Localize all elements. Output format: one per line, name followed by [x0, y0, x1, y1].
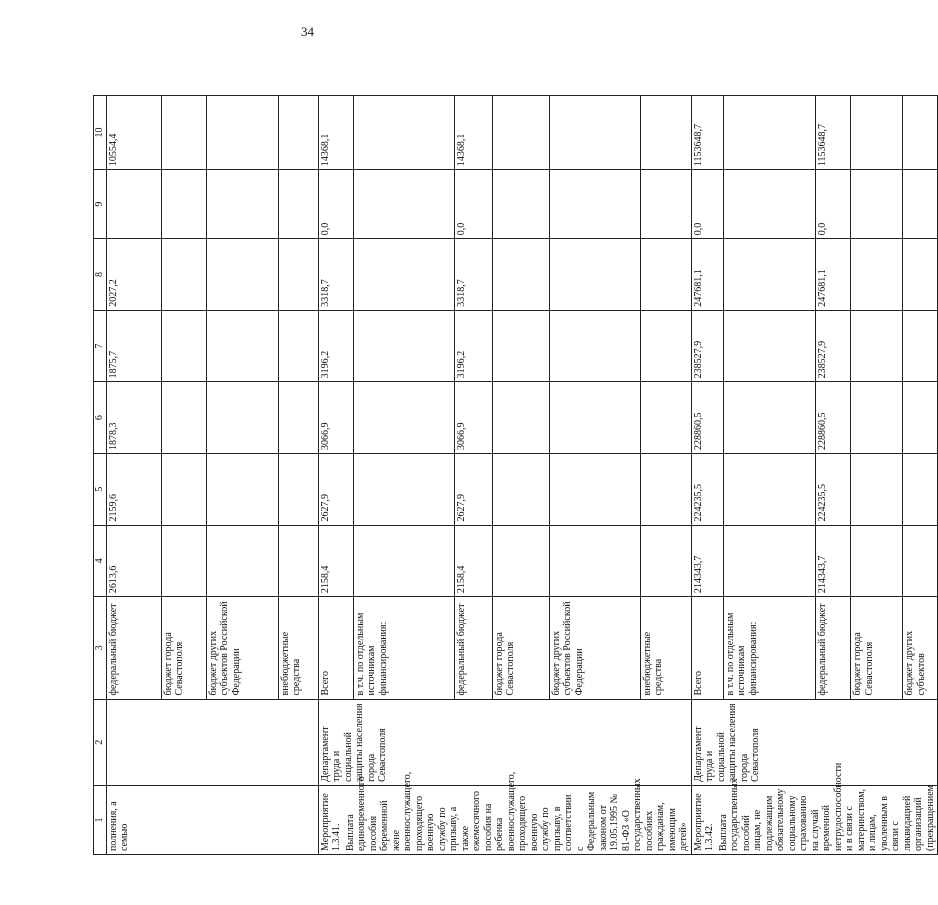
value-cell — [903, 170, 938, 239]
value-cell: 224235,5 — [691, 453, 723, 525]
value-cell — [640, 96, 691, 170]
header-cell: 10 — [94, 96, 107, 170]
value-cell — [106, 170, 161, 239]
value-cell — [851, 525, 903, 597]
value-cell: 2627,9 — [455, 453, 493, 525]
value-cell — [640, 310, 691, 382]
value-cell — [206, 310, 278, 382]
value-cell — [723, 525, 816, 597]
value-cell — [723, 96, 816, 170]
source-cell: бюджет других субъектов Российской Федерации — [206, 597, 278, 699]
source-cell: бюджет города Севастополя — [161, 597, 206, 699]
value-cell — [549, 310, 640, 382]
value-cell — [206, 382, 278, 454]
header-row — [94, 96, 107, 855]
value-cell — [353, 96, 454, 170]
value-cell: 2027,2 — [106, 239, 161, 311]
value-cell: 2627,9 — [318, 453, 353, 525]
value-cell: 2158,4 — [318, 525, 353, 597]
value-cell — [161, 453, 206, 525]
value-cell — [903, 525, 938, 597]
value-cell — [640, 382, 691, 454]
responsible-cell: Департамент труда и социальной защиты населения города Севастополя — [318, 699, 691, 785]
value-cell — [549, 525, 640, 597]
measure-cell — [318, 771, 691, 854]
value-cell: 3066,9 — [455, 382, 493, 454]
source-cell: внебюджетные средства — [640, 597, 691, 699]
value-cell — [549, 382, 640, 454]
value-cell: 228860,5 — [691, 382, 723, 454]
source-cell: бюджет города Севастополя — [492, 597, 549, 699]
value-cell — [723, 170, 816, 239]
value-cell: 247681,1 — [691, 239, 723, 311]
value-cell: 3196,2 — [455, 310, 493, 382]
value-cell — [723, 310, 816, 382]
value-cell: 2613,6 — [106, 525, 161, 597]
value-cell — [492, 310, 549, 382]
page-number: 34 — [301, 24, 314, 39]
value-cell: 0,0 — [816, 170, 851, 239]
value-cell — [549, 170, 640, 239]
value-cell — [903, 239, 938, 311]
rotated-table-container — [93, 95, 936, 855]
value-cell: 214343,7 — [816, 525, 851, 597]
value-cell — [353, 239, 454, 311]
value-cell: 228860,5 — [816, 382, 851, 454]
header-cell: 9 — [94, 170, 107, 239]
source-cell: Всего — [691, 597, 723, 699]
value-cell — [161, 170, 206, 239]
value-cell: 224235,5 — [816, 453, 851, 525]
value-cell — [903, 382, 938, 454]
source-cell: в т.ч. по отдельным источникам финансирования: — [723, 597, 816, 699]
budget-table — [93, 95, 938, 855]
value-cell: 1878,3 — [106, 382, 161, 454]
value-cell — [278, 96, 318, 170]
value-cell — [492, 170, 549, 239]
value-cell — [723, 239, 816, 311]
value-cell — [640, 525, 691, 597]
source-cell: бюджет других субъектов Российской Федерации — [549, 597, 640, 699]
value-cell — [278, 382, 318, 454]
value-cell — [723, 453, 816, 525]
value-cell — [640, 453, 691, 525]
measure-cell — [106, 785, 318, 854]
value-cell — [353, 453, 454, 525]
value-cell — [851, 239, 903, 311]
measure-number: Мероприятие 1.3.41. — [319, 793, 342, 851]
value-cell — [851, 310, 903, 382]
value-cell: 0,0 — [318, 170, 353, 239]
source-cell: бюджет города Севастополя — [851, 597, 903, 699]
value-cell: 0,0 — [691, 170, 723, 239]
value-cell — [278, 170, 318, 239]
source-cell: бюджет других субъектов — [903, 597, 938, 699]
value-cell — [903, 96, 938, 170]
source-cell: в т.ч. по отдельным источникам финансирования: — [353, 597, 454, 699]
value-cell — [353, 382, 454, 454]
value-cell — [278, 525, 318, 597]
value-cell — [492, 96, 549, 170]
source-cell: федеральный бюджет — [106, 597, 161, 699]
measure-number: Мероприятие 1.3.42. — [692, 793, 715, 851]
value-cell — [492, 453, 549, 525]
measure-cell — [691, 762, 938, 854]
value-cell — [206, 170, 278, 239]
measure-text: полнения, а семью — [107, 801, 130, 851]
value-cell — [903, 310, 938, 382]
value-cell — [851, 453, 903, 525]
value-cell — [353, 170, 454, 239]
value-cell — [206, 525, 278, 597]
value-cell: 1153648,7 — [816, 96, 851, 170]
table-body — [106, 96, 938, 855]
responsible-cell: Департамент труда и социальной защиты населения города Севастополя — [691, 699, 938, 785]
header-cell: 1 — [94, 785, 107, 854]
value-cell — [206, 239, 278, 311]
value-cell — [851, 96, 903, 170]
value-cell: 247681,1 — [816, 239, 851, 311]
table-row — [691, 96, 723, 855]
value-cell — [640, 239, 691, 311]
value-cell: 238527,9 — [691, 310, 723, 382]
table-row — [318, 96, 353, 855]
value-cell: 214343,7 — [691, 525, 723, 597]
value-cell — [549, 239, 640, 311]
header-cell: 8 — [94, 239, 107, 311]
value-cell — [278, 453, 318, 525]
value-cell — [353, 525, 454, 597]
value-cell: 10554,4 — [106, 96, 161, 170]
measure-description: Выплата государственных пособий лицам, не подлежащим обязательному социальному страхованию на случай временной нетрудоспособности и в связи с материнством, и лицам, уволенным в связи с ликвидацией организаций (прекращением — [717, 762, 936, 851]
header-cell: 6 — [94, 382, 107, 454]
value-cell: 238527,9 — [816, 310, 851, 382]
value-cell — [278, 239, 318, 311]
value-cell: 3318,7 — [318, 239, 353, 311]
value-cell: 3066,9 — [318, 382, 353, 454]
value-cell: 1153648,7 — [691, 96, 723, 170]
value-cell — [549, 453, 640, 525]
header-cell: 2 — [94, 699, 107, 785]
value-cell — [723, 382, 816, 454]
value-cell — [903, 453, 938, 525]
source-cell: Всего — [318, 597, 353, 699]
value-cell — [851, 382, 903, 454]
source-cell: внебюджетные средства — [278, 597, 318, 699]
value-cell — [161, 96, 206, 170]
value-cell — [161, 382, 206, 454]
value-cell — [161, 310, 206, 382]
value-cell — [640, 170, 691, 239]
header-cell: 3 — [94, 597, 107, 699]
measure-description: Выплата единовременного пособия беременной жене военнослужащего, проходящего военную службу по призыву, а также ежемесячного пособия на ребенка военнослужащего, проходящего военную службу по призыву, в соответствии с Федеральным законом от 19.05.1995 № 81-ФЗ «О государственных пособиях гражданам, имеющим детей» — [344, 771, 689, 851]
value-cell: 1875,7 — [106, 310, 161, 382]
value-cell — [851, 170, 903, 239]
value-cell: 14368,1 — [318, 96, 353, 170]
value-cell — [492, 525, 549, 597]
value-cell — [278, 310, 318, 382]
value-cell — [161, 239, 206, 311]
header-cell: 7 — [94, 310, 107, 382]
value-cell — [549, 96, 640, 170]
header-cell: 5 — [94, 453, 107, 525]
value-cell — [161, 525, 206, 597]
value-cell — [353, 310, 454, 382]
value-cell — [492, 382, 549, 454]
value-cell: 2159,6 — [106, 453, 161, 525]
responsible-cell — [106, 699, 318, 785]
value-cell: 3196,2 — [318, 310, 353, 382]
value-cell: 0,0 — [455, 170, 493, 239]
value-cell — [206, 96, 278, 170]
value-cell: 3318,7 — [455, 239, 493, 311]
value-cell: 14368,1 — [455, 96, 493, 170]
value-cell — [206, 453, 278, 525]
header-cell: 4 — [94, 525, 107, 597]
value-cell: 2158,4 — [455, 525, 493, 597]
source-cell: федеральный бюджет — [455, 597, 493, 699]
value-cell — [492, 239, 549, 311]
table-row — [106, 96, 161, 855]
source-cell: федеральный бюджет — [816, 597, 851, 699]
